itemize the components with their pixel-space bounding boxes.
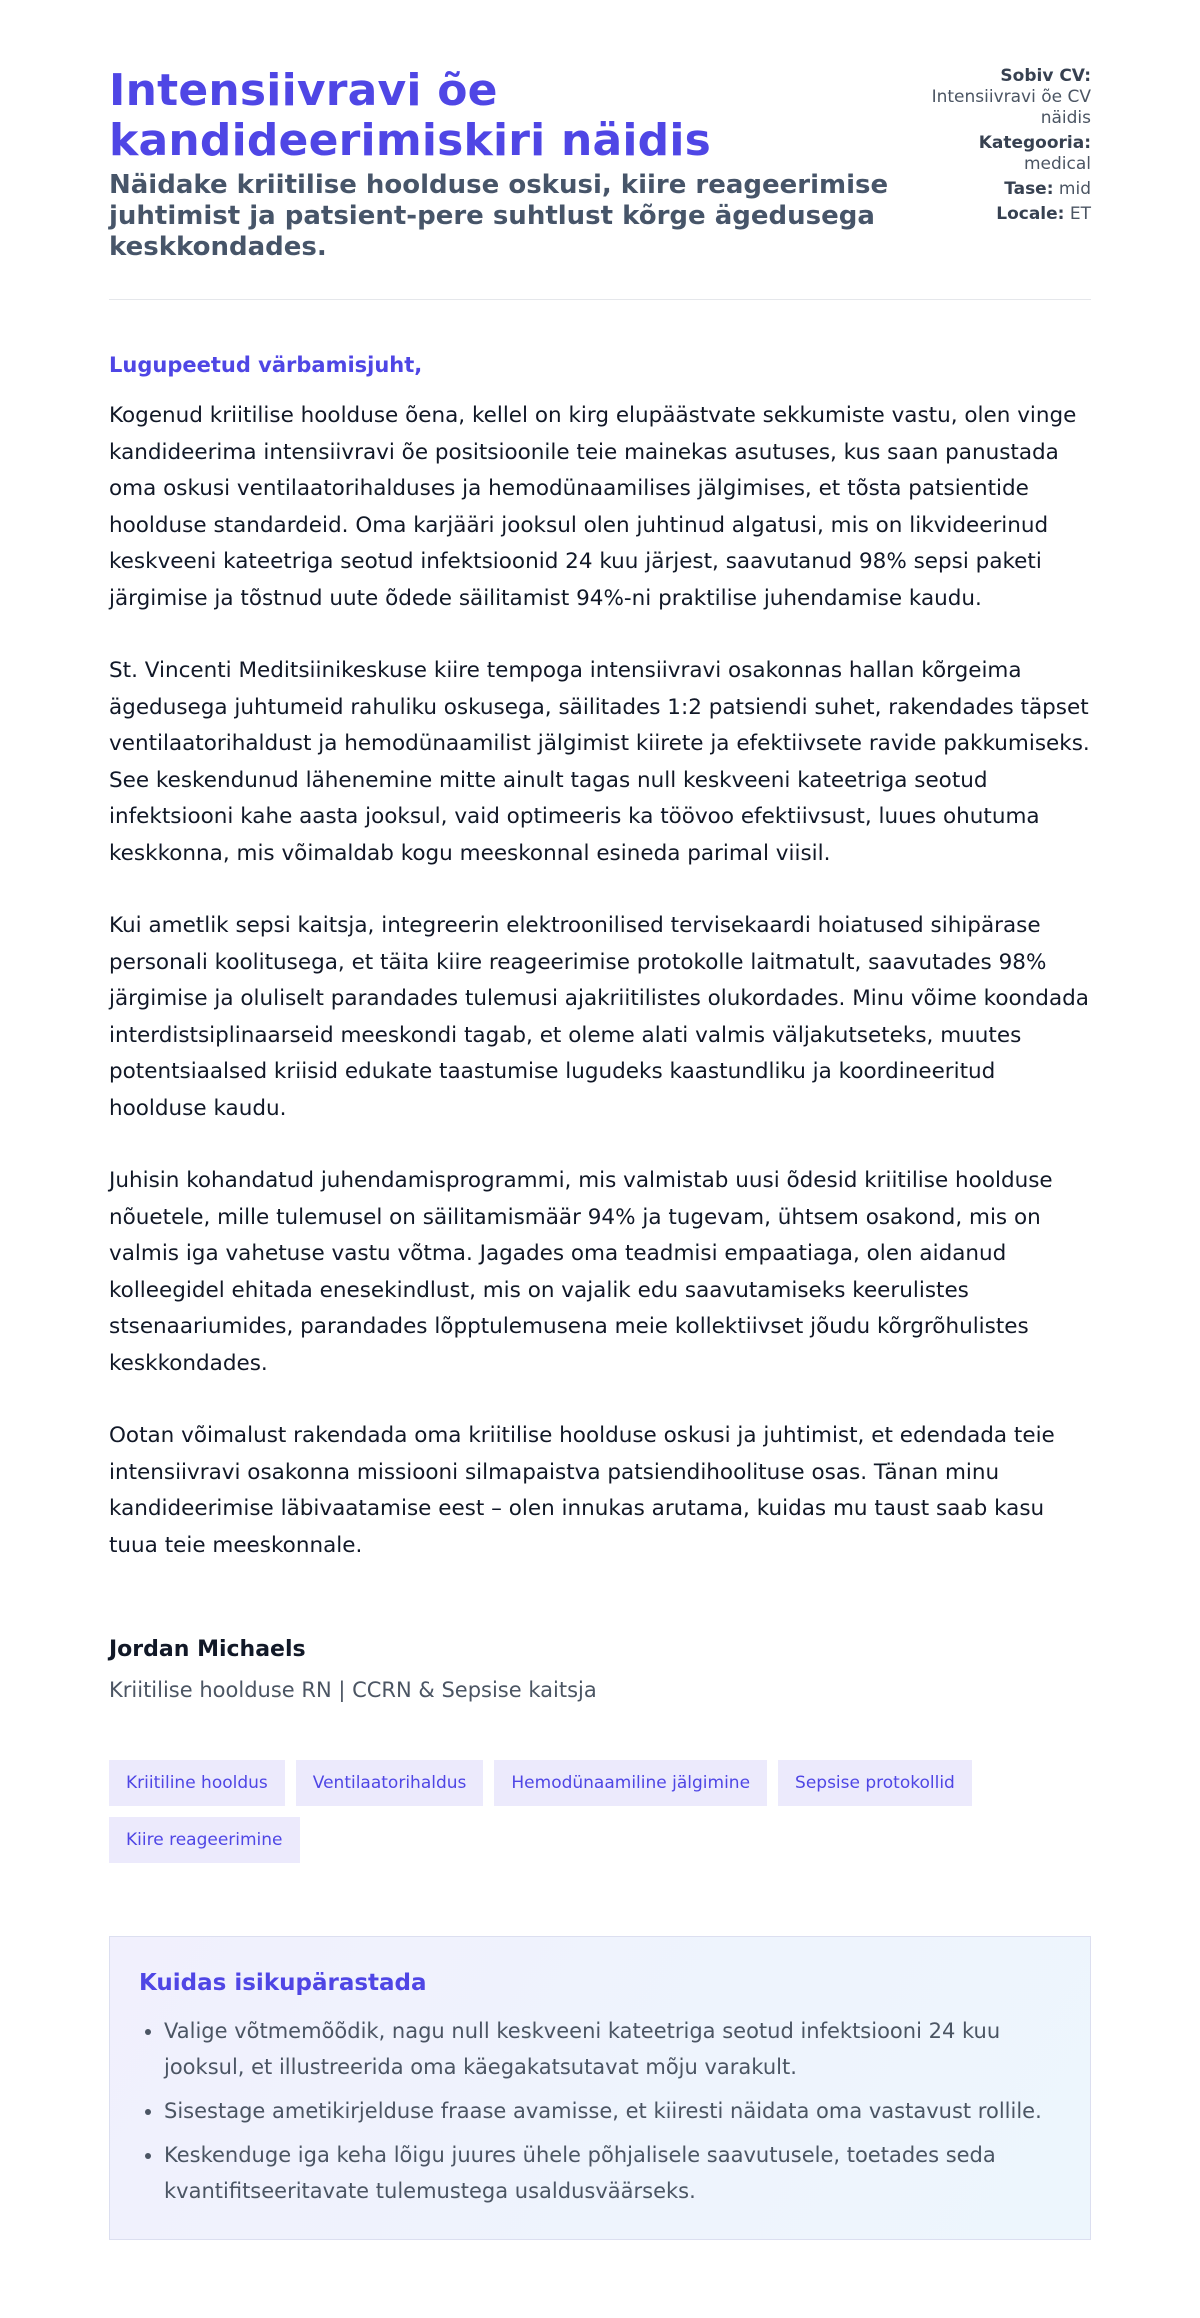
signature-role: Kriitilise hoolduse RN | CCRN & Sepsise kaitsja xyxy=(109,1678,597,1702)
meta-level xyxy=(921,179,1091,200)
meta-locale xyxy=(921,204,1091,225)
letter-paragraph-5: Ootan võimalust rakendada oma kriitilise hoolduse oskusi ja juhtimist, et edendada teie intensiivravi osakonna missiooni silmapaistva patsiendihoolituse osas. Tänan minu kandideerimise läbivaatamise eest – olen innukas arutama, kuidas mu taust saab kasu tuua teie meeskonnale. xyxy=(109,1423,1055,1558)
page-subtitle: Näidake kriitilise hoolduse oskusi, kiire reageerimise juhtimist ja patsient-pere suhtlust kõrge ägedusega keskkondades. xyxy=(109,170,889,262)
tag-ventilaatorihaldus[interactable]: Ventilaatorihaldus xyxy=(296,1760,484,1806)
letter-paragraph-3: Kui ametlik sepsi kaitsja, integreerin elektroonilised tervisekaardi hoiatused sihipärase personali koolitusega, et täita kiire reageerimise protokolle laitmatult, saavutades 98% järgimise ja oluliselt parandades tulemusi ajakriitilistes olukordades. Minu võime koondada interdistsiplinaarseid meeskondi tagab, et oleme alati valmis väljakutseteks, muutes potentsiaalsed kriisid edukate taastumise lugudeks kaastundliku ja koordineeritud hoolduse kaudu. xyxy=(109,913,1089,1121)
meta-locale-value: ET xyxy=(1069,204,1091,224)
skill-tags xyxy=(109,1760,1091,1863)
signature-name: Jordan Michaels xyxy=(109,1637,306,1662)
signature-block xyxy=(109,1634,1091,1706)
tip-item-2: • Sisestage ametikirjelduse fraase avamisse, et kiiresti näidata oma vastavust rollile. xyxy=(164,2093,1061,2129)
letter-paragraph-1: Kogenud kriitilise hoolduse õena, kellel on kirg elupäästvate sekkumiste vastu, olen vinge kandideerima intensiivravi õe positsioonile teie mainekas asutuses, kus saan panustada oma oskusi ventilaatorihalduses ja hemodünaamilises jälgimises, et tõsta patsientide hoolduse standardeid. Oma karjääri jooksul olen juhtinud algatusi, mis on likvideerinud keskveeni kateetriga seotud infektsioonid 24 kuu järjest, saavutanud 98% sepsi paketi järgimise ja tõstnud uute õdede säilitamist 94%-ni praktilise juhendamise kaudu. xyxy=(109,403,1077,611)
meta-panel xyxy=(921,66,1091,229)
header-titles xyxy=(109,66,909,263)
personalization-tips xyxy=(109,1936,1091,2240)
meta-category-label: Kategooria: xyxy=(978,133,1091,153)
page-header xyxy=(109,66,1091,300)
meta-level-label: Tase: xyxy=(1004,179,1054,199)
tag-kriitiline-hooldus[interactable]: Kriitiline hooldus xyxy=(109,1760,285,1806)
meta-cv-value[interactable]: Intensiivravi õe CV näidis xyxy=(931,87,1091,128)
meta-category xyxy=(921,133,1091,175)
tip-item-3: • Keskenduge iga keha lõigu juures ühele põhjalisele saavutusele, toetades seda kvantifitseeritavate tulemustega usaldusväärseks. xyxy=(164,2137,1061,2209)
meta-locale-label: Locale: xyxy=(996,204,1065,224)
tag-kiire-reageerimine[interactable]: Kiire reageerimine xyxy=(109,1817,300,1863)
letter-greeting: Lugupeetud värbamisjuht, xyxy=(109,353,423,377)
letter-body xyxy=(109,350,1091,1564)
tips-list xyxy=(139,2013,1061,2209)
page-title: Intensiivravi õe kandideerimiskiri näidis xyxy=(109,65,712,166)
meta-cv-label: Sobiv CV: xyxy=(1000,66,1091,86)
letter-paragraph-4: Juhisin kohandatud juhendamisprogrammi, mis valmistab uusi õdesid kriitilise hoolduse nõuetele, mille tulemusel on säilitamismäär 94% ja tugevam, ühtsem osakond, mis on valmis iga vahetuse vastu võtma. Jagades oma teadmisi empaatiaga, olen aidanud kolleegidel ehitada enesekindlust, mis on vajalik edu saavutamiseks keerulistes stsenaariumides, parandades lõpptulemusena meie kollektiivset jõudu kõrgrõhulistes keskkondades. xyxy=(109,1168,1053,1376)
tag-hemodunaamiline-jalgimine[interactable]: Hemodünaamiline jälgimine xyxy=(494,1760,767,1806)
letter-paragraph-2: St. Vincenti Meditsiinikeskuse kiire tempoga intensiivravi osakonnas hallan kõrgeima ägedusega juhtumeid rahuliku oskusega, säilitades 1:2 patsiendi suhet, rakendades täpset ventilaatorihaldust ja hemodünaamilist jälgimist kiirete ja efektiivsete ravide pakkumiseks. See keskendunud lähenemine mitte ainult tagas null keskveeni kateetriga seotud infektsiooni kahe aasta jooksul, vaid optimeeris ka töövoo efektiivsust, luues ohutuma keskkonna, mis võimaldab kogu meeskonnal esineda parimal viisil. xyxy=(109,658,1090,866)
tag-sepsise-protokollid[interactable]: Sepsise protokollid xyxy=(778,1760,972,1806)
tip-item-1: • Valige võtmemõõdik, nagu null keskveeni kateetriga seotud infektsiooni 24 kuu jooksul, et illustreerida oma käegakatsutavat mõju varakult. xyxy=(164,2013,1061,2085)
tips-title: Kuidas isikupärastada xyxy=(139,1970,427,1996)
meta-cv xyxy=(921,66,1091,129)
meta-level-value: mid xyxy=(1058,179,1091,199)
meta-category-value: medical xyxy=(1023,154,1091,174)
